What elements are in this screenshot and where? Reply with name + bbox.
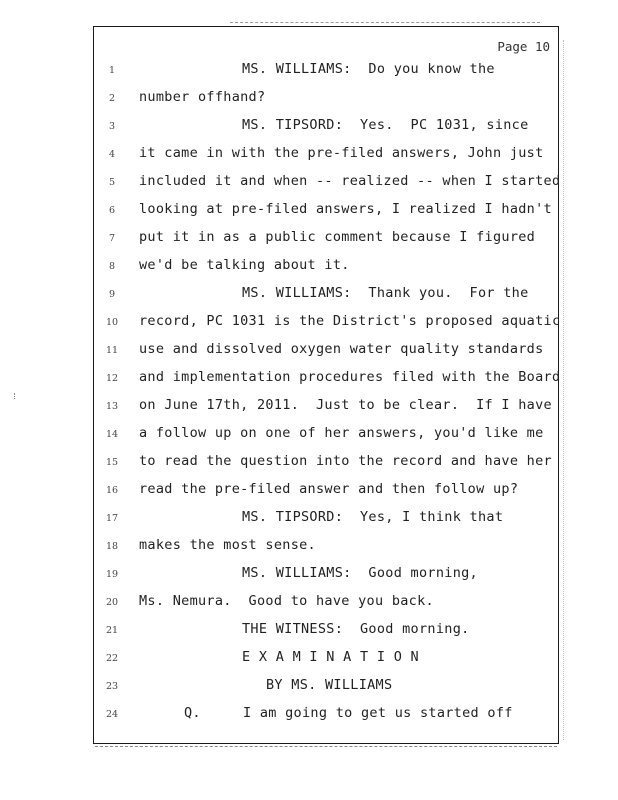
line-text: use and dissolved oxygen water quality standards bbox=[139, 341, 544, 357]
line-text: E X A M I N A T I O N bbox=[242, 649, 419, 665]
transcript-line bbox=[94, 117, 560, 137]
transcript-line bbox=[94, 285, 560, 305]
line-text: MS. TIPSORD: Yes, I think that bbox=[242, 509, 504, 525]
transcript-line bbox=[94, 61, 560, 81]
line-text: and implementation procedures filed with the Board bbox=[139, 369, 561, 385]
line-text: we'd be talking about it. bbox=[139, 257, 350, 273]
line-number: 21 bbox=[105, 625, 119, 636]
line-number: 6 bbox=[108, 205, 116, 216]
transcript-line bbox=[94, 621, 560, 641]
transcript-line bbox=[94, 537, 560, 557]
line-number: 8 bbox=[108, 261, 116, 272]
line-number: 12 bbox=[105, 373, 119, 384]
line-text: makes the most sense. bbox=[139, 537, 316, 553]
line-number: 2 bbox=[108, 93, 116, 104]
transcript-line bbox=[94, 341, 560, 361]
line-text: on June 17th, 2011. Just to be clear. If I have bbox=[139, 397, 552, 413]
line-text: to read the question into the record and have her bbox=[139, 453, 552, 469]
transcript-line bbox=[94, 397, 560, 417]
line-text: included it and when -- realized -- when I started bbox=[139, 173, 561, 189]
line-number: 3 bbox=[108, 121, 116, 132]
transcript-line bbox=[94, 89, 560, 109]
line-number: 4 bbox=[108, 149, 116, 160]
line-number: 23 bbox=[105, 681, 119, 692]
line-text: put it in as a public comment because I figured bbox=[139, 229, 536, 245]
line-text: MS. WILLIAMS: Thank you. For the bbox=[242, 285, 529, 301]
transcript-line bbox=[94, 705, 560, 725]
line-text: read the pre-filed answer and then follow up? bbox=[139, 481, 519, 497]
transcript-line bbox=[94, 593, 560, 613]
transcript-page bbox=[93, 26, 559, 744]
line-number: 10 bbox=[105, 317, 119, 328]
line-text: Q. I am going to get us started off bbox=[184, 705, 513, 721]
transcript-line bbox=[94, 453, 560, 473]
line-text: a follow up on one of her answers, you'd like me bbox=[139, 425, 544, 441]
transcript-line bbox=[94, 145, 560, 165]
line-number: 16 bbox=[105, 485, 119, 496]
line-number: 24 bbox=[105, 709, 119, 720]
transcript-line bbox=[94, 481, 560, 501]
scan-artifact-right bbox=[563, 40, 565, 740]
line-text: THE WITNESS: Good morning. bbox=[242, 621, 470, 637]
transcript-line bbox=[94, 257, 560, 277]
line-text: record, PC 1031 is the District's proposed aquatic bbox=[139, 313, 561, 329]
line-number: 13 bbox=[105, 401, 119, 412]
transcript-line bbox=[94, 649, 560, 669]
transcript-line bbox=[94, 313, 560, 333]
line-text: it came in with the pre-filed answers, John just bbox=[139, 145, 544, 161]
line-number: 5 bbox=[108, 177, 116, 188]
page-number: Page 10 bbox=[497, 39, 550, 54]
scan-artifact-left bbox=[14, 393, 19, 399]
transcript-line bbox=[94, 509, 560, 529]
line-text: looking at pre-filed answers, I realized I hadn't bbox=[139, 201, 552, 217]
line-number: 15 bbox=[105, 457, 119, 468]
line-text: number offhand? bbox=[139, 89, 266, 105]
scan-artifact-bottom bbox=[95, 746, 557, 749]
line-text: Ms. Nemura. Good to have you back. bbox=[139, 593, 434, 609]
line-number: 19 bbox=[105, 569, 119, 580]
line-number: 7 bbox=[108, 233, 116, 244]
line-text: MS. WILLIAMS: Good morning, bbox=[242, 565, 478, 581]
line-number: 17 bbox=[105, 513, 119, 524]
transcript-line bbox=[94, 425, 560, 445]
transcript-line bbox=[94, 229, 560, 249]
transcript-line bbox=[94, 565, 560, 585]
line-number: 18 bbox=[105, 541, 119, 552]
line-text: MS. TIPSORD: Yes. PC 1031, since bbox=[242, 117, 529, 133]
line-number: 22 bbox=[105, 653, 119, 664]
line-number: 20 bbox=[105, 597, 119, 608]
line-number: 1 bbox=[108, 65, 116, 76]
line-text: MS. WILLIAMS: Do you know the bbox=[242, 61, 495, 77]
transcript-line bbox=[94, 369, 560, 389]
transcript-line bbox=[94, 173, 560, 193]
line-number: 14 bbox=[105, 429, 119, 440]
line-number: 11 bbox=[105, 345, 119, 356]
transcript-line bbox=[94, 677, 560, 697]
line-text: BY MS. WILLIAMS bbox=[266, 677, 393, 693]
line-number: 9 bbox=[108, 289, 116, 300]
transcript-line bbox=[94, 201, 560, 221]
scan-artifact-top bbox=[230, 22, 540, 25]
